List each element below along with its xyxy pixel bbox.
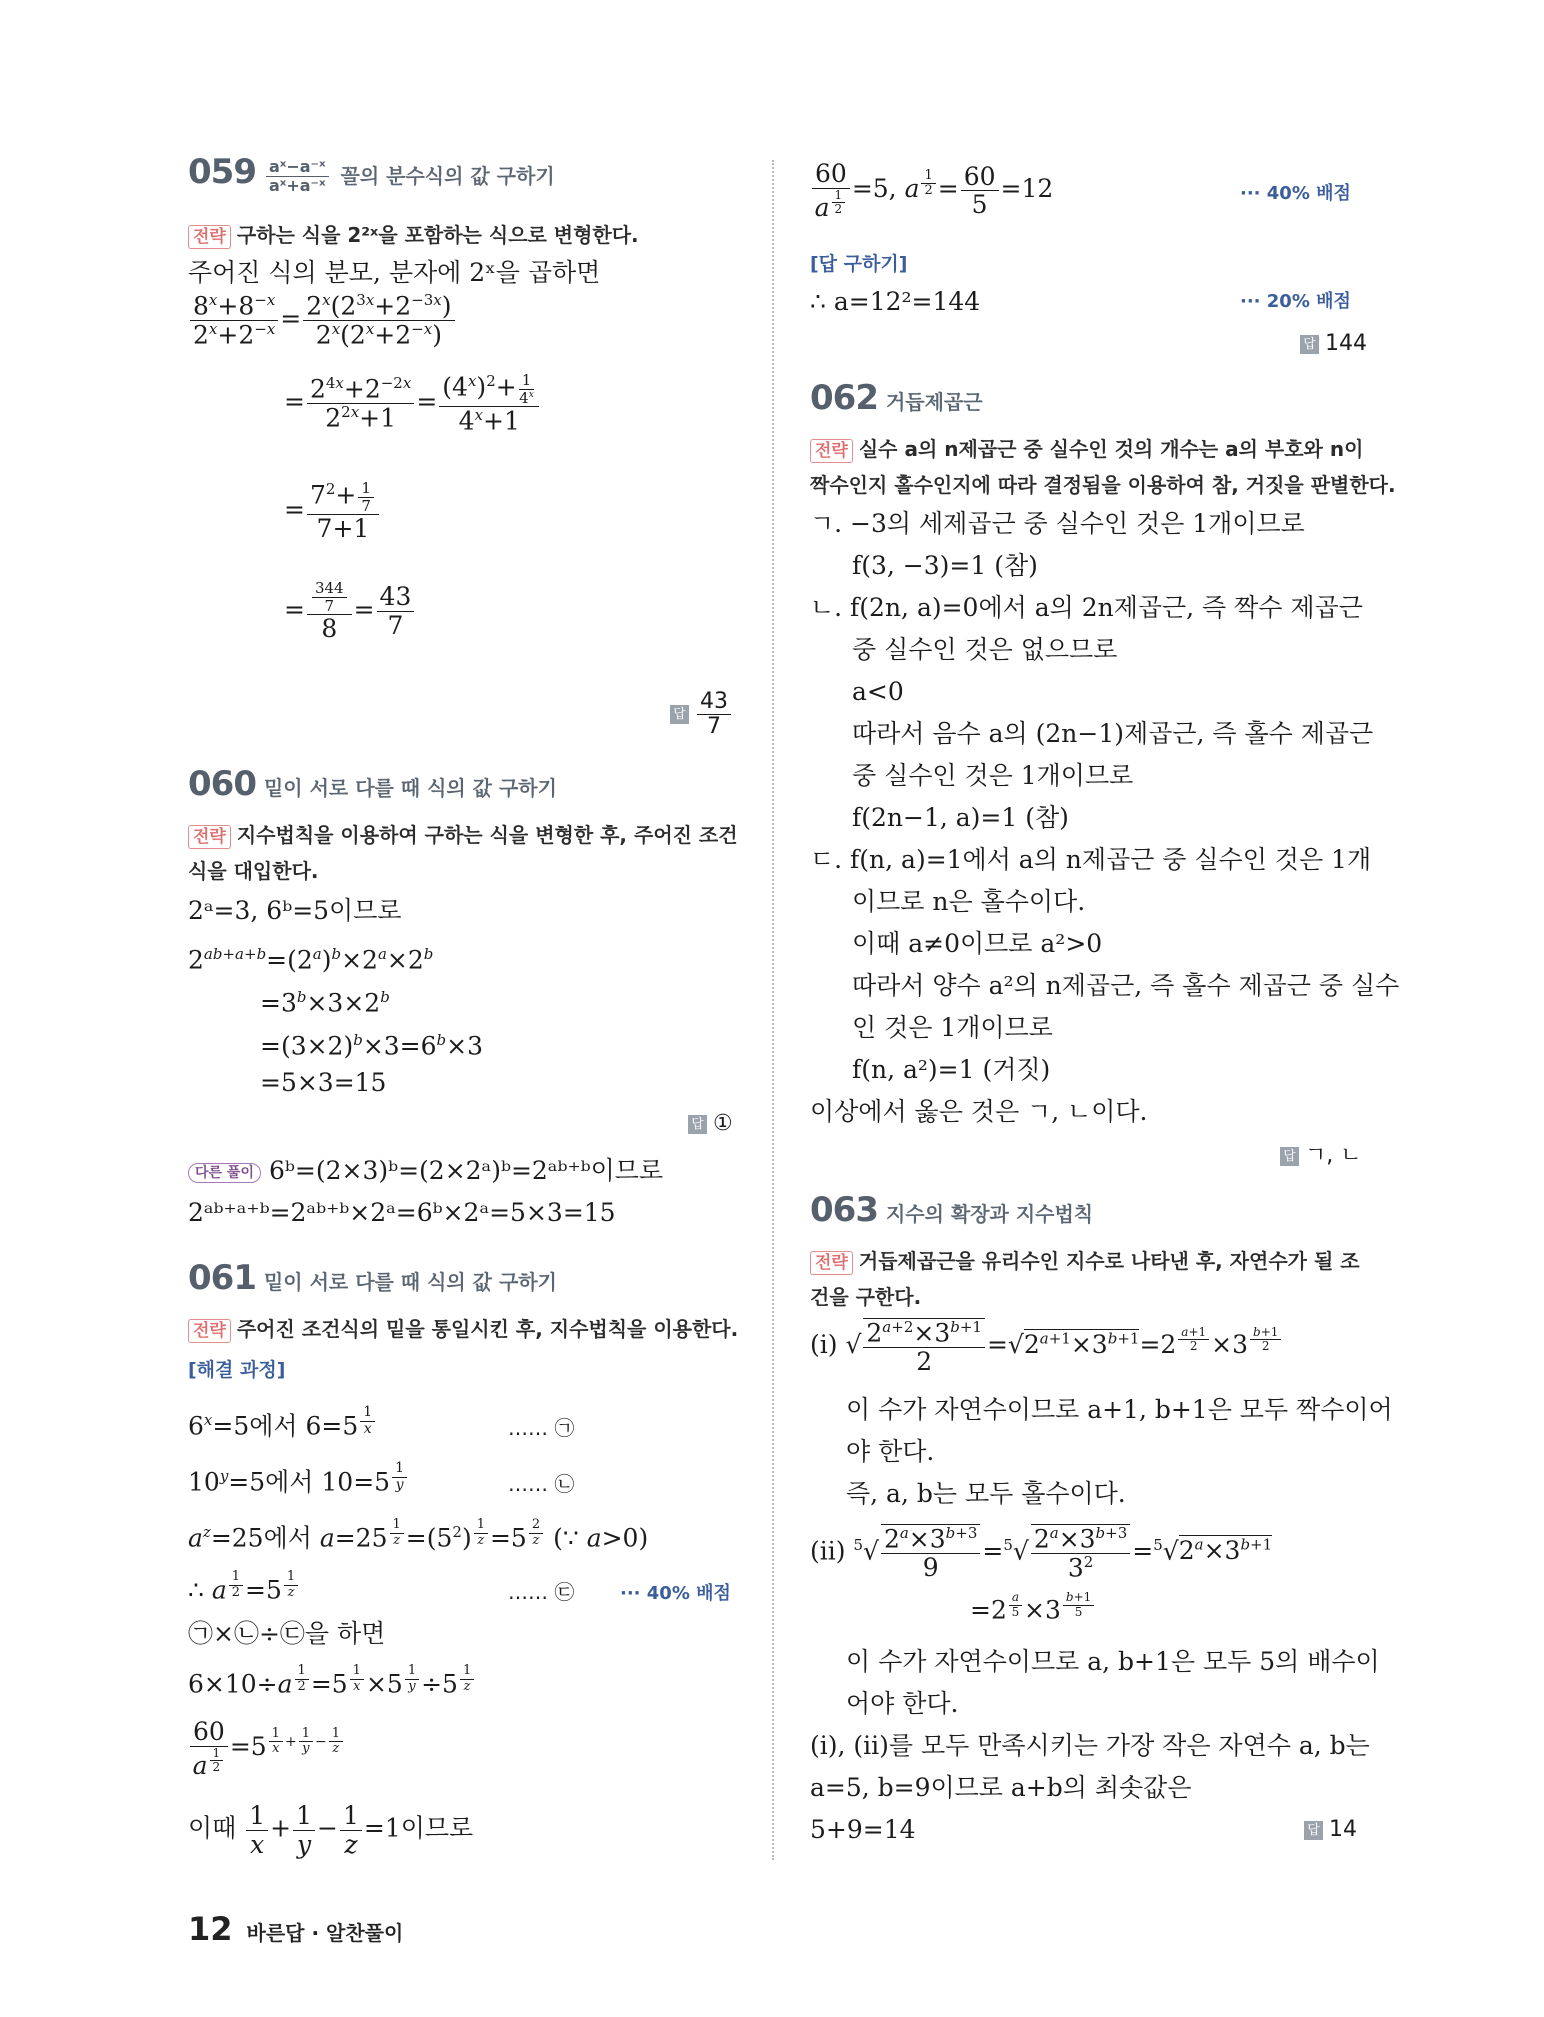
- strategy-line: 전략 주어진 조건식의 밑을 통일시킨 후, 지수법칙을 이용한다.: [188, 1312, 738, 1345]
- alt-tag: 다른 풀이: [188, 1163, 261, 1183]
- problem-title: 꼴의 분수식의 값 구하기: [340, 164, 555, 188]
- alt-solution: 다른 풀이 6ᵇ=(2×3)ᵇ=(2×2ᵃ)ᵇ=2ᵃᵇ⁺ᵇ이므로: [188, 1155, 663, 1187]
- text-line: f(3, −3)=1 (참): [852, 551, 1038, 580]
- equation: ∴ a $^{\frac{1}{2}}$ =5 $^{\frac{1}{z}}$: [188, 1568, 300, 1606]
- text-line: 이 수가 자연수이므로 a, b+1은 모두 5의 배수이: [846, 1647, 1380, 1676]
- equation: 6×10÷a $^{\frac{1}{2}}$ =5 $^{\frac{1}{x}}$ ×5 $^{\frac{1}{y}}$ ÷5 $^{\frac{1}{z}}$: [188, 1662, 476, 1700]
- text-line: 인 것은 1개이므로: [852, 1013, 1053, 1042]
- title-fraction: $\frac{\text{aˣ−a⁻ˣ}}{\text{aˣ+a⁻ˣ}}$: [266, 158, 329, 194]
- answer-059: 답 $\frac{43}{7}$: [670, 690, 733, 739]
- step-label: [해결 과정]: [188, 1359, 286, 1381]
- text-line: 따라서 양수 a²의 n제곱근, 즉 홀수 제곱근 중 실수: [852, 971, 1400, 1000]
- strategy-tag: 전략: [188, 825, 231, 849]
- strategy-line-2: 식을 대입한다.: [188, 859, 319, 883]
- answer-060: 답 ①: [688, 1108, 733, 1140]
- equation: = $\frac{2^{4x}+2^{-2x}}{2^{2x}+1}$ = $(4^x)^2+$ $\frac{1}{4^x}$ $4^x+1$: [284, 372, 541, 435]
- equation: $10^y=5$에서 10=5 $^{\frac{1}{y}}$: [188, 1460, 409, 1498]
- answer-062: 답 ㄱ, ㄴ: [1280, 1140, 1362, 1172]
- answer-063: 답 14: [1304, 1814, 1357, 1846]
- points-40: ··· 40% 배점: [620, 1583, 731, 1604]
- alt-solution-line: 2ᵃᵇ⁺ᵃ⁺ᵇ=2ᵃᵇ⁺ᵇ×2ᵃ=6ᵇ×2ᵃ=5×3=15: [188, 1198, 616, 1227]
- text-line: f(n, a²)=1 (거짓): [852, 1055, 1051, 1084]
- text-line: ㄴ. f(2n, a)=0에서 a의 2n제곱근, 즉 짝수 제곱근: [810, 593, 1363, 622]
- text-line: 중 실수인 것은 1개이므로: [852, 761, 1134, 790]
- text-line: a<0: [852, 677, 904, 706]
- equation: =5×3=15: [260, 1068, 387, 1097]
- column-divider: [772, 160, 774, 1860]
- page-footer: [188, 1910, 403, 1948]
- text-line: a=5, b=9이므로 a+b의 최솟값은: [810, 1773, 1192, 1802]
- problem-059-header: [188, 152, 555, 195]
- text-line: 이상에서 옳은 것은 ㄱ, ㄴ이다.: [810, 1097, 1148, 1126]
- text-line: 즉, a, b는 모두 홀수이다.: [846, 1479, 1126, 1508]
- problem-063-header: 063 지수의 확장과 지수법칙: [810, 1190, 1094, 1230]
- text-line: 이때 a≠0이므로 a²>0: [852, 929, 1103, 958]
- equation: = $7^2+$ $\frac{1}{7}$ 7+1: [284, 480, 381, 543]
- text-line: 중 실수인 것은 없으므로: [852, 635, 1118, 664]
- text-line: 어야 한다.: [846, 1689, 959, 1718]
- equation: 이때 $\frac{1}{x}$ + $\frac{1}{y}$ − $\frac{1}{z}$ =1이므로: [188, 1801, 474, 1859]
- points-40: ··· 40% 배점: [1240, 183, 1351, 204]
- equation: $=(3\times 2)^b\times 3=6^b\times 3$: [260, 1031, 484, 1061]
- problem-061-header: 061 밑이 서로 다를 때 식의 값 구하기: [188, 1258, 557, 1298]
- step-label: [답 구하기]: [810, 253, 908, 275]
- intro-text: 주어진 식의 분모, 분자에 2ˣ을 곱하면: [188, 258, 601, 287]
- text-line: 이 수가 자연수이므로 a+1, b+1은 모두 짝수이어: [846, 1395, 1393, 1424]
- text-line: ∴ a=12²=144: [810, 287, 981, 316]
- book-label: 바른답 · 알찬풀이: [246, 1921, 404, 1945]
- text-line: 따라서 음수 a의 (2n−1)제곱근, 즉 홀수 제곱근: [852, 719, 1374, 748]
- problem-060-header: [188, 764, 557, 804]
- text-line: ㉠×㉡÷㉢을 하면: [188, 1619, 386, 1648]
- text-line: 야 한다.: [846, 1437, 935, 1466]
- strategy-line: [188, 218, 639, 251]
- text-line: ㄷ. f(n, a)=1에서 a의 n제곱근 중 실수인 것은 1개: [810, 845, 1372, 874]
- equation: = $\frac{\frac{344}{7}}{8}$ = $\frac{43}{7}$: [284, 580, 416, 643]
- text-line: f(2n−1, a)=1 (참): [852, 803, 1069, 832]
- equation: (ii) $^5$√ $\frac{2^a\times 3^{b+3}}{9}$ =$^5$√ $\frac{2^a\times 3^{b+3}}{3^2}$ $=^5√2^a\times 3^{b+1}$: [810, 1524, 1273, 1583]
- text-line: 5+9=14: [810, 1815, 916, 1844]
- equation: $a^z=25$에서 a=25 $^{\frac{1}{z}}$ $=(5^2)$ $^{\frac{1}{z}}$ =5 $^{\frac{2}{z}}$ (∵ a>0): [188, 1517, 649, 1553]
- strategy-text: 구하는 식을 2²ˣ을 포함하는 식으로 변형한다.: [236, 223, 639, 247]
- strategy-line-2: 건을 구한다.: [810, 1285, 922, 1309]
- problem-062-header: 062 거듭제곱근: [810, 378, 983, 418]
- answer-061: 답 144: [1300, 328, 1367, 360]
- equation: $\frac{8^x+8^{-x}}{2^x+2^{-x}}$ = $\frac{2^x(2^{3x}+2^{-3x})}{2^x(2^x+2^{-x})}$: [188, 292, 457, 349]
- equation: 60 a $^{\frac{1}{2}}$ =5, a $^{\frac{1}{2}}$ = $\frac{60}{5}$ =12: [810, 160, 1053, 221]
- text-line: ㄱ. −3의 세제곱근 중 실수인 것은 1개이므로: [810, 509, 1305, 538]
- text-line: 이므로 n은 홀수이다.: [852, 887, 1086, 916]
- points-20: ··· 20% 배점: [1240, 291, 1351, 312]
- page-number: 12: [188, 1910, 233, 1948]
- text-line: (i), (ii)를 모두 만족시키는 가장 작은 자연수 a, b는: [810, 1731, 1370, 1760]
- problem-number: 059: [188, 152, 256, 192]
- equation: (i) √ $\frac{2^{a+2}\times 3^{b+1}}{2}$ $=√2^{a+1}\times 3^{b+1}=2$ $^{\frac{a+1}{2}}$ ×3 $^{\frac{b+1}{2}}$: [810, 1318, 1283, 1375]
- answer-label: 답: [670, 705, 689, 724]
- strategy-line: 전략 거듭제곱근을 유리수인 지수로 나타낸 후, 자연수가 될 조: [810, 1244, 1360, 1277]
- equation: $2^{ab+a+b}=(2^a)^b\times 2^a\times 2^b$: [188, 945, 434, 975]
- problem-title: 밑이 서로 다를 때 식의 값 구하기: [263, 776, 557, 800]
- text-line: 2ᵃ=3, 6ᵇ=5이므로: [188, 896, 402, 925]
- problem-number: 060: [188, 764, 256, 804]
- equation: 60 a $^{\frac{1}{2}}$ =5 $^{\frac{1}{x} + \frac{1}{y} - \frac{1}{z}}$: [188, 1718, 345, 1779]
- equation: $6^x=5$에서 6=5 $^{\frac{1}{x}}$: [188, 1404, 377, 1442]
- strategy-line-2: 짝수인지 홀수인지에 따라 결정됨을 이용하여 참, 거짓을 판별한다.: [810, 473, 1396, 497]
- equation: $=3^b\times 3\times 2^b$: [260, 988, 390, 1018]
- strategy-line: 전략 실수 a의 n제곱근 중 실수인 것의 개수는 a의 부호와 n이: [810, 432, 1363, 465]
- strategy-line: 전략 지수법칙을 이용하여 구하는 식을 변형한 후, 주어진 조건: [188, 818, 738, 851]
- equation: =2 $^{\frac{a}{5}}$ ×3 $^{\frac{b+1}{5}}$: [970, 1588, 1096, 1626]
- strategy-tag: 전략: [188, 225, 231, 249]
